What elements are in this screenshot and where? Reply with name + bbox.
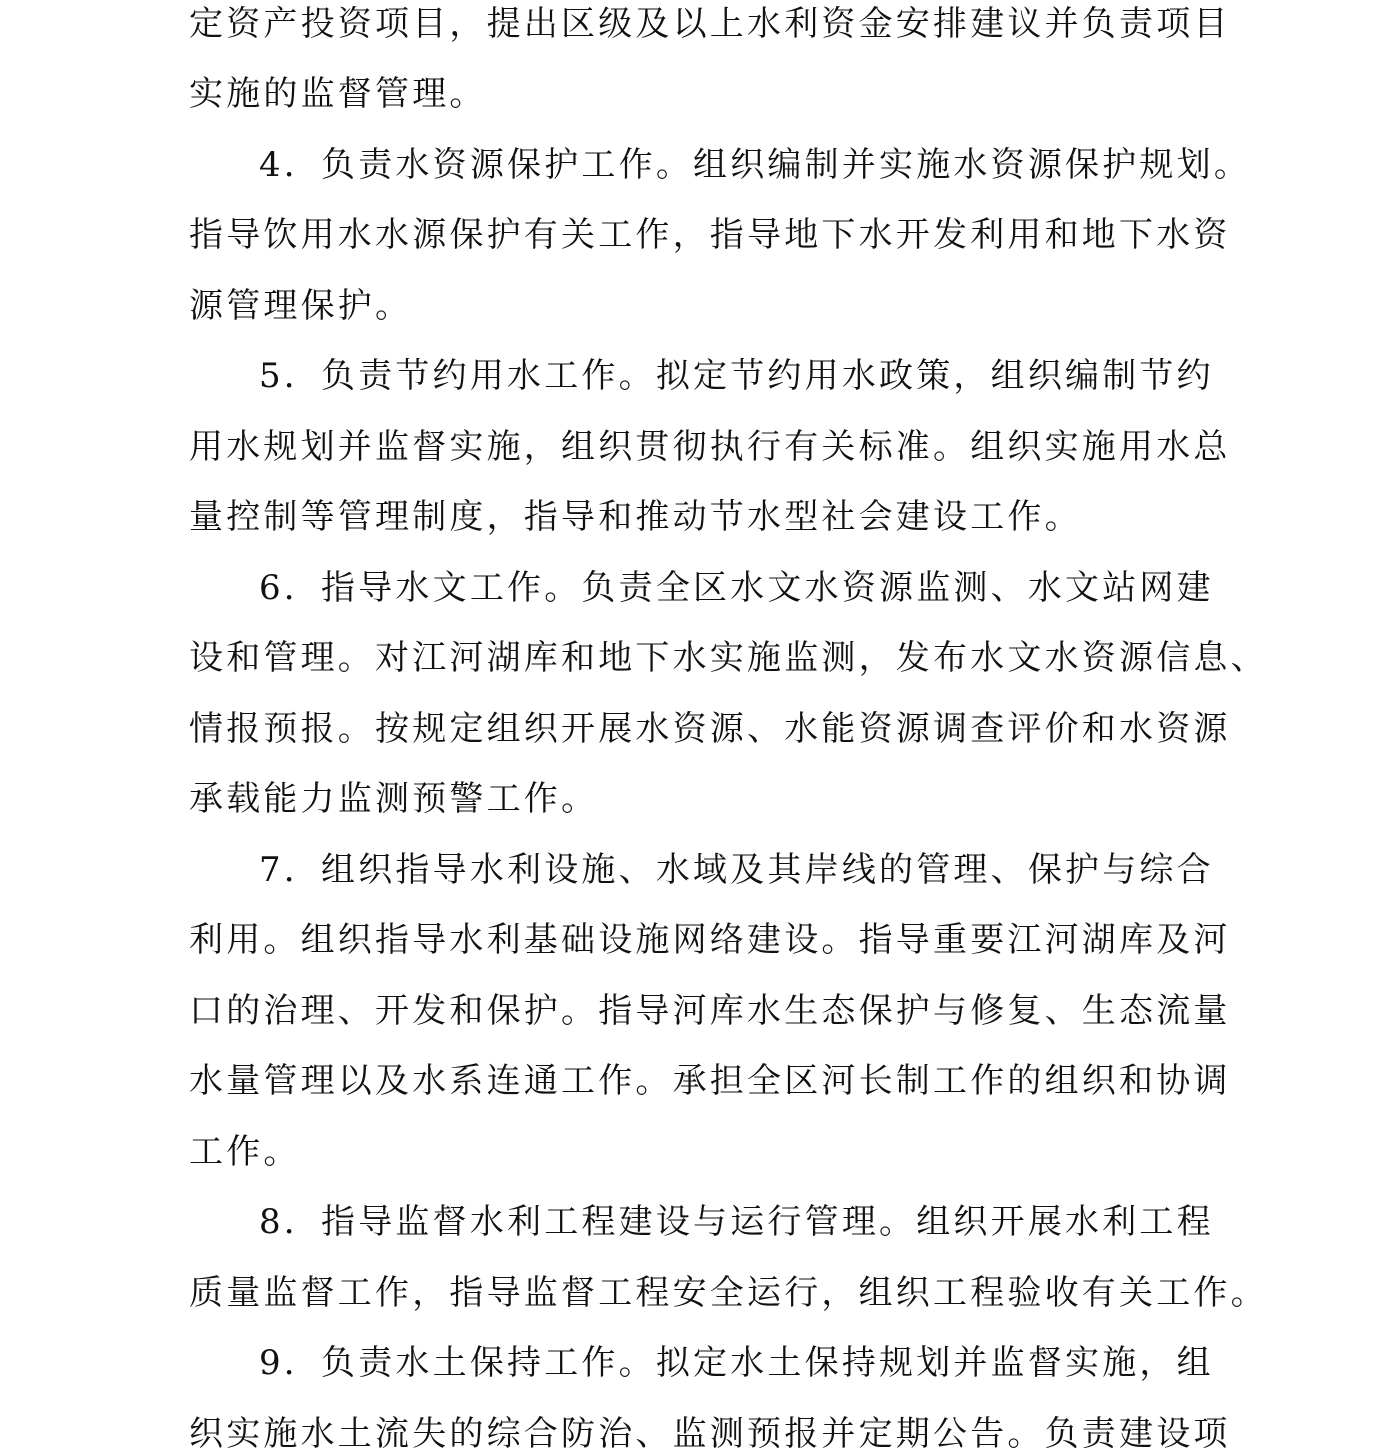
text-line: 设和管理。对江河湖库和地下水实施监测，发布水文水资源信息、: [189, 638, 1268, 678]
text-line: 指导饮用水水源保护有关工作，指导地下水开发利用和地下水资: [189, 215, 1231, 255]
text-line: 质量监督工作，指导监督工程安全运行，组织工程验收有关工作。: [189, 1273, 1268, 1313]
text-line: 织实施水土流失的综合防治、监测预报并定期公告。负责建设项: [189, 1414, 1231, 1454]
text-line: 水量管理以及水系连通工作。承担全区河长制工作的组织和协调: [189, 1061, 1231, 1101]
text-line: 量控制等管理制度，指导和推动节水型社会建设工作。: [189, 497, 1082, 537]
text-line: 承载能力监测预警工作。: [189, 779, 599, 819]
list-item-4-heading: 4．负责水资源保护工作。组织编制并实施水资源保护规划。: [259, 145, 1252, 185]
text-line: 工作。: [189, 1132, 301, 1172]
text-line: 源管理保护。: [189, 286, 413, 326]
list-item-9-heading: 9．负责水土保持工作。拟定水土保持规划并监督实施，组: [259, 1343, 1214, 1383]
list-item-6-heading: 6．指导水文工作。负责全区水文水资源监测、水文站网建: [259, 568, 1214, 608]
text-line: 定资产投资项目，提出区级及以上水利资金安排建议并负责项目: [189, 4, 1231, 44]
list-item-8-heading: 8．指导监督水利工程建设与运行管理。组织开展水利工程: [259, 1202, 1214, 1242]
list-item-5-heading: 5．负责节约用水工作。拟定节约用水政策，组织编制节约: [259, 356, 1214, 396]
text-line: 情报预报。按规定组织开展水资源、水能资源调查评价和水资源: [189, 709, 1231, 749]
list-item-7-heading: 7．组织指导水利设施、水域及其岸线的管理、保护与综合: [259, 850, 1214, 890]
text-line: 口的治理、开发和保护。指导河库水生态保护与修复、生态流量: [189, 991, 1231, 1031]
text-line: 实施的监督管理。: [189, 74, 487, 114]
text-line: 用水规划并监督实施，组织贯彻执行有关标准。组织实施用水总: [189, 427, 1231, 467]
text-line: 利用。组织指导水利基础设施网络建设。指导重要江河湖库及河: [189, 920, 1231, 960]
